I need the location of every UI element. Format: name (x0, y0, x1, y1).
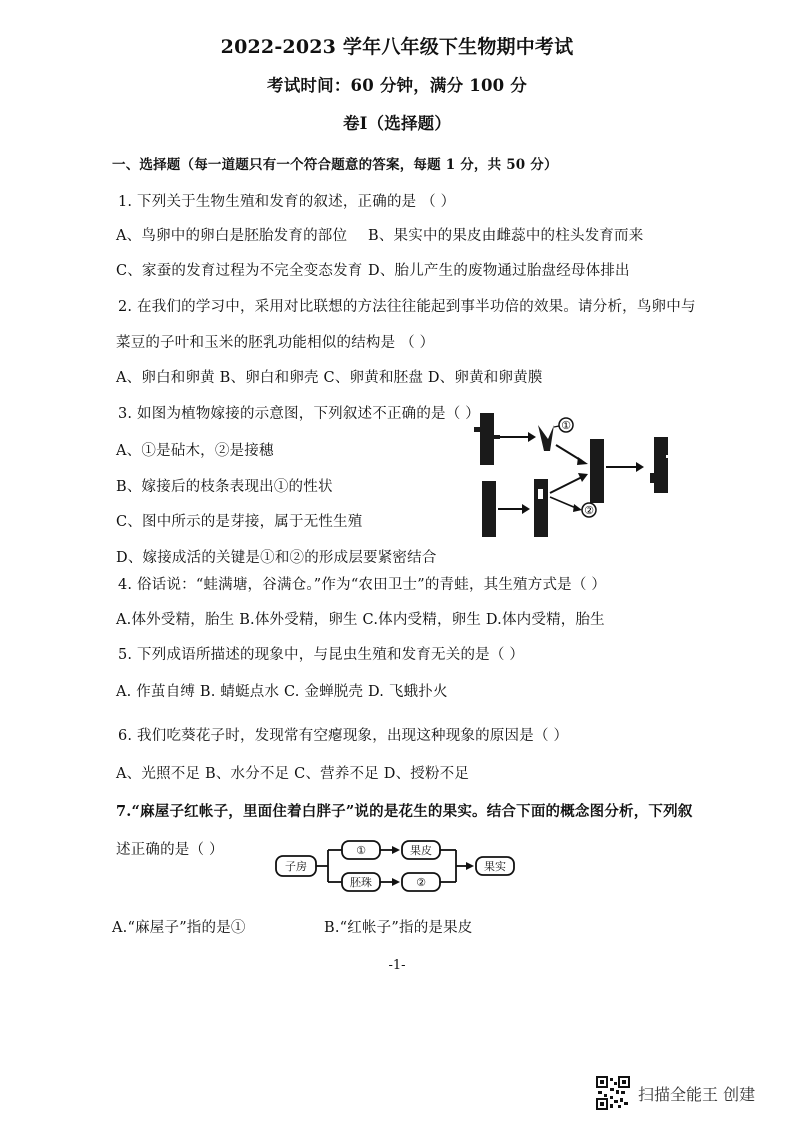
q7-option-a: A.“麻屋子”指的是① (112, 920, 246, 936)
pericarp-label: 果皮 (410, 844, 432, 857)
q2-options: A、卵白和卵黄 B、卵白和卵壳 C、卵黄和胚盘 D、卵黄和卵黄膜 (116, 370, 543, 386)
q2-stem-line1: 2. 在我们的学习中，采用对比联想的方法往往能起到事半功倍的效果。请分析，鸟卵中与 (118, 299, 696, 315)
qr-code-icon (596, 1076, 630, 1110)
cut-stock-shape (534, 479, 548, 537)
q3-stem: 3. 如图为植物嫁接的示意图，下列叙述不正确的是（ ） (118, 406, 480, 422)
q5-stem: 5. 下列成语所描述的现象中，与昆虫生殖和发育无关的是（ ） (118, 647, 525, 663)
q5-options: A. 作茧自缚 B. 蜻蜓点水 C. 金蝉脱壳 D. 飞蛾扑火 (116, 684, 448, 700)
ovule-label: 胚珠 (350, 876, 372, 889)
q7-stem-line1: 7.“麻屋子红帐子，里面住着白胖子”说的是花生的果实。结合下面的概念图分析，下列叙 (116, 803, 693, 820)
q1-stem: 1. 下列关于生物生殖和发育的叙述，正确的是 （ ） (118, 194, 456, 210)
fruit-label: 果实 (484, 860, 506, 873)
q1-option-b: B、果实中的果皮由雌蕊中的柱头发育而来 (368, 228, 644, 244)
q3-option-a: A、①是砧木，②是接穗 (116, 443, 274, 459)
rootstock-shape (482, 481, 496, 537)
q7-option-b: B.“红帐子”指的是果皮 (324, 920, 473, 936)
q3-option-c: C、图中所示的是芽接，属于无性生殖 (116, 514, 363, 530)
q3-option-d: D、嫁接成活的关键是①和②的形成层要紧密结合 (116, 550, 437, 566)
page-number: -1- (388, 958, 406, 973)
scanner-watermark: 扫描全能王 创建 (638, 1085, 756, 1104)
q3-option-b: B、嫁接后的枝条表现出①的性状 (116, 479, 333, 495)
q2-stem-line2: 菜豆的子叶和玉米的胚乳功能相似的结构是 （ ） (116, 335, 435, 351)
stock-branch-shape (480, 413, 494, 465)
q1-option-d: D、胎儿产生的废物通过胎盘经母体排出 (368, 263, 630, 279)
scion-bud-shape (538, 425, 554, 451)
node-1-label: ① (356, 844, 366, 857)
section-title: 卷Ⅰ（选择题） (342, 114, 452, 133)
ovary-label: 子房 (285, 860, 307, 873)
concept-diagram (270, 836, 530, 898)
result-branch-shape (654, 437, 668, 493)
label-1-text: ① (561, 419, 571, 432)
exam-title: 2022-2023 学年八年级下生物期中考试 (220, 36, 574, 58)
exam-time-info: 考试时间：60 分钟，满分 100 分 (267, 76, 527, 95)
q1-option-a: A、鸟卵中的卵白是胚胎发育的部位 (116, 228, 348, 244)
node-2-label: ② (416, 876, 426, 889)
q6-stem: 6. 我们吃葵花子时，发现常有空瘪现象，出现这种现象的原因是（ ） (118, 728, 569, 744)
label-2-text: ② (584, 504, 594, 517)
grafted-branch-shape (590, 439, 604, 503)
q7-stem-line2: 述正确的是（ ） (116, 842, 224, 858)
q6-options: A、光照不足 B、水分不足 C、营养不足 D、授粉不足 (116, 766, 470, 782)
grafting-diagram (470, 405, 690, 540)
q4-stem: 4. 俗话说：“蛙满塘，谷满仓。”作为“农田卫士”的青蛙，其生殖方式是（ ） (118, 577, 607, 593)
part-heading: 一、选择题（每一道题只有一个符合题意的答案，每题 1 分，共 50 分） (112, 157, 558, 173)
q1-option-c: C、家蚕的发育过程为不完全变态发育 (116, 263, 363, 279)
q4-options: A.体外受精，胎生 B.体外受精，卵生 C.体内受精，卵生 D.体内受精，胎生 (116, 612, 605, 628)
